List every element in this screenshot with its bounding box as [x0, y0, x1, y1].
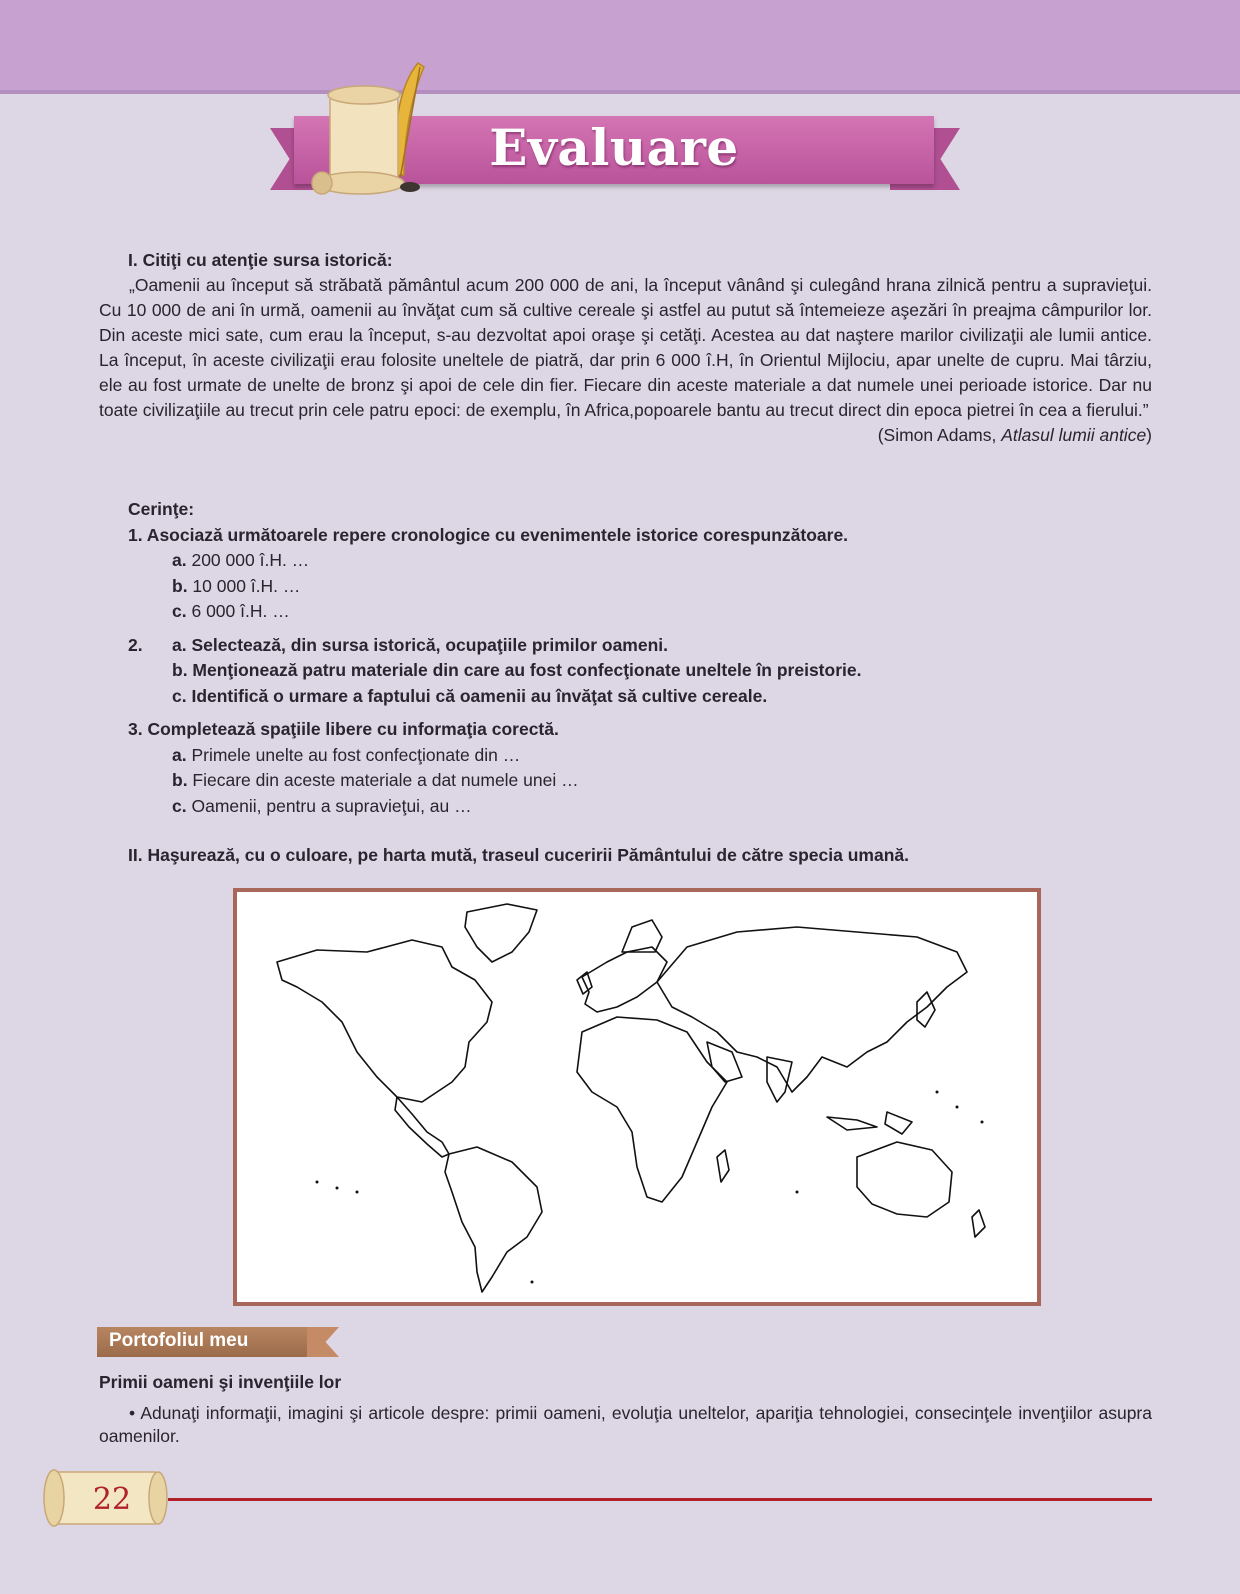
task-1-title: 1. Asociază următoarele repere cronologice cu evenimentele istorice corespunzătoare. [128, 524, 849, 545]
task-3-item-a [128, 743, 1128, 769]
task-2-number: 2. [128, 634, 143, 655]
portfolio-title: Primii oameni şi invenţiile lor [99, 1372, 342, 1392]
citation-end: ) [1146, 425, 1152, 445]
item-text: Fiecare din aceste materiale a dat numele unei … [187, 770, 579, 790]
section-1-title: I. Citiţi cu atenţie sursa istorică: [128, 250, 393, 270]
top-color-band [0, 0, 1240, 94]
citation-author: (Simon Adams, [877, 425, 1002, 445]
item-text: Oamenii, pentru a supravieţui, au … [186, 795, 472, 816]
blank-world-map [233, 888, 1041, 1306]
task-3-item-b [128, 768, 1128, 794]
task-3-title: 3. Completează spaţiile libere cu informaţia corectă. [128, 719, 559, 739]
quote-container [99, 248, 1152, 448]
task-2-item-a: a. Selectează, din sursa istorică, ocupaţiile primilor oameni. [172, 634, 669, 655]
portfolio-label: Portofoliul meu [109, 1330, 249, 1351]
item-text: 6 000 î.H. … [186, 601, 290, 621]
item-letter: a. [172, 744, 187, 765]
portfolio-text: • Adunaţi informaţii, imagini şi articole despre: primii oameni, evoluţia uneltelor, apariţia tehnologiei, consecinţele invenţiilor asupra oamenilor. [99, 1403, 1152, 1446]
task-1-item-a [128, 548, 1128, 574]
item-letter: b. [172, 575, 188, 596]
item-letter: c. [172, 601, 187, 621]
task-1-item-c [128, 599, 1128, 625]
task-2 [128, 633, 1128, 710]
historical-quote: „Oamenii au început să străbată pământul acum 200 000 de ani, la început vânând şi culegând hrana zilnică pentru a supravieţui. Cu 10 000 de ani în urmă, oamenii au învăţat cum să cultive cereale şi astfel au putut să întemeieze aşezări în preajma câmpurilor lor. Din aceste mici sate, cum erau la început, s-au dezvoltat apoi oraşe şi cetăţi. Acestea au dat naştere marilor civilizaţii ale lumii antice. La început, în aceste civilizaţii erau folosite uneltele de piatră, dar prin 6 000 î.H, în Orientul Mijlociu, apar unelte de cupru. Mai târziu, ele au fost urmate de unelte de bronz şi apoi de cele din fier. Fiecare din aceste materiale a dat numele unei perioade istorice. Dar nu toate civilizaţiile au trecut prin cele patru epoci: de exemplu, în Africa,popoarele bantu au trecut direct din epoca pietrei în cea a fierului.” [99, 275, 1152, 420]
portfolio-tag [97, 1327, 339, 1357]
scroll-quill-icon [300, 55, 440, 205]
task-2-item-c: c. Identifică o urmare a faptului că oamenii au învăţat să cultive cereale. [172, 685, 768, 706]
tasks-heading: Cerinţe: [128, 499, 195, 519]
item-letter: c. [172, 795, 187, 816]
item-letter: a. [172, 550, 187, 570]
quote-citation [99, 423, 1152, 448]
task-1-item-b [128, 574, 1128, 600]
section-2-title: II. Haşurează, cu o culoare, pe harta mută, traseul cuceririi Pământului de către specia umană. [128, 845, 909, 865]
page-title: Evaluare [489, 118, 739, 177]
task-2-item-b: b. Menţionează patru materiale din care au fost confecţionate uneltele în preistorie. [172, 660, 862, 680]
world-map-outline-icon [237, 892, 1037, 1302]
citation-book: Atlasul lumii antice [1001, 425, 1147, 445]
title-banner [270, 100, 960, 210]
page-number: 22 [92, 1482, 132, 1517]
tasks-block [128, 497, 1128, 869]
task-3-item-c [128, 794, 1128, 820]
footer-rule [168, 1498, 1152, 1501]
item-letter: b. [172, 770, 188, 790]
item-text: 10 000 î.H. … [187, 575, 301, 596]
item-text: 200 000 î.H. … [186, 550, 310, 570]
item-text: Primele unelte au fost confecţionate din … [186, 744, 521, 765]
